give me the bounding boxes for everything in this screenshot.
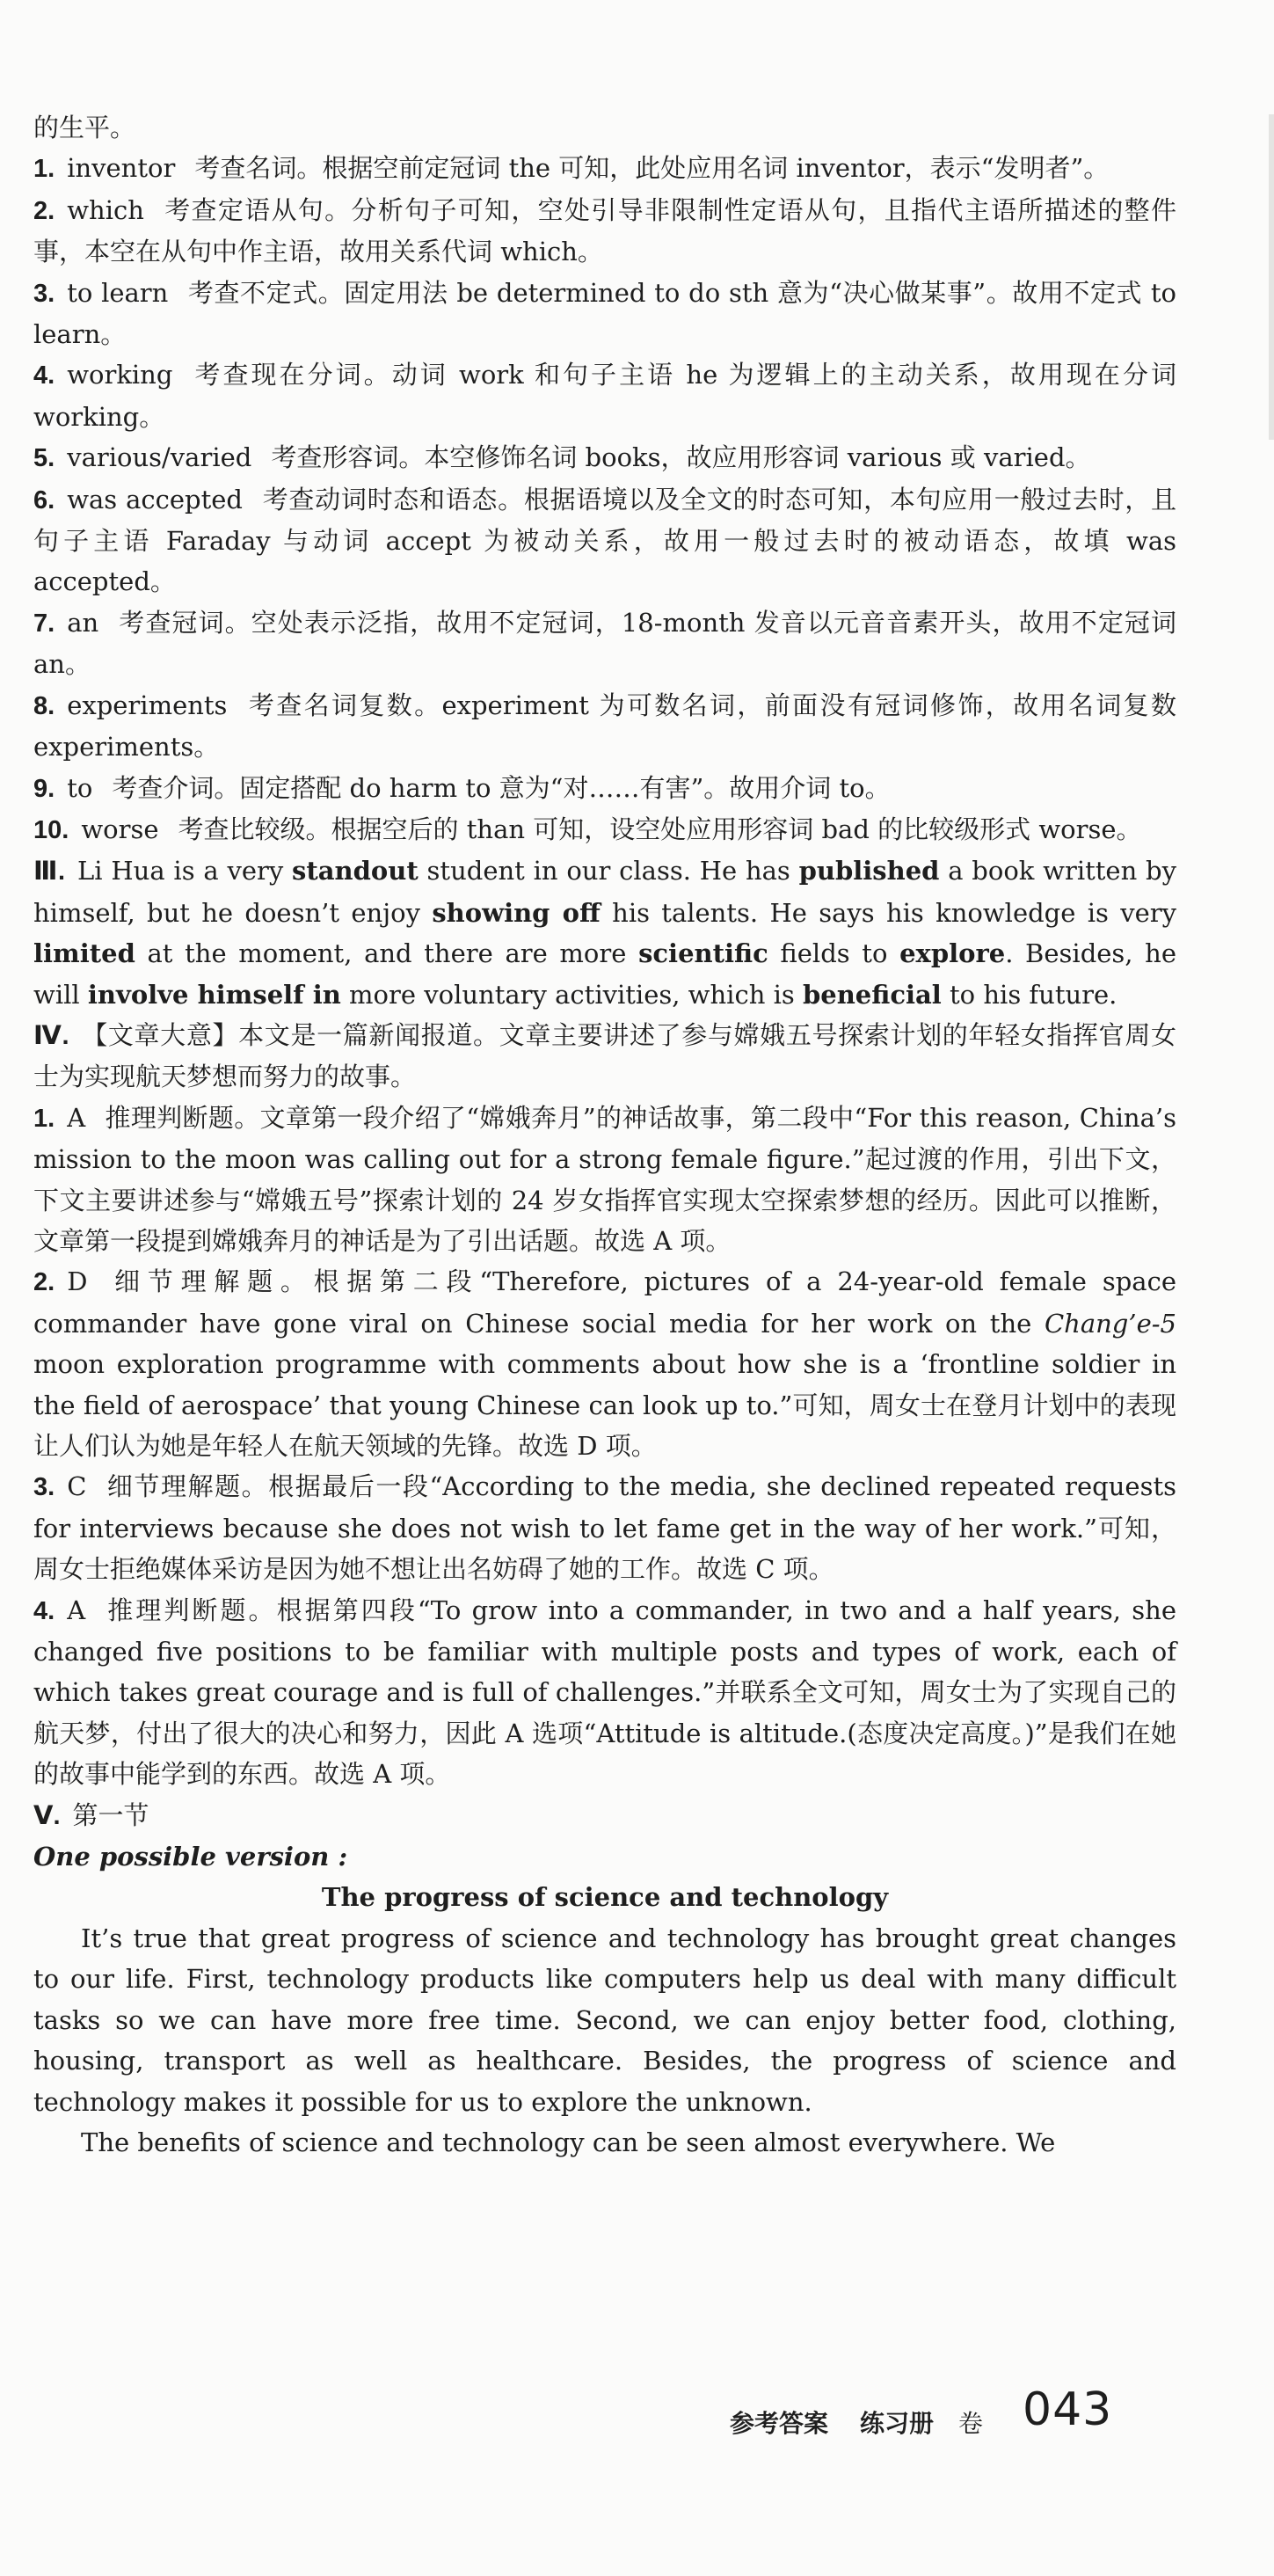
footer-label-answers: 参考答案 (730, 2409, 829, 2438)
page-footer (730, 2383, 1169, 2445)
page-number: 043 (1023, 2383, 1113, 2436)
answer-item: 5. various/varied 考查形容词。本空修饰名词 books，故应用形容词 various 或 varied。 (33, 442, 1091, 473)
reading-answer-item: 4. A 推理判断题。根据第四段“To grow into a commander, in two and a half years, she changed five positions to be familiar with multiple posts and types of work, each of which takes great courage and is full of challenges.”并联系全文可知，周女士为了实现自己的航天梦，付出了很大的决心和努力，因此 A 选项“Attitude is altitude.(态度决定高度。)”是我们在她的故事中能学到的东西。故选 A 项。 (33, 1594, 1176, 1790)
answer-item: 2. which 考查定语从句。分析句子可知，空处引导非限制性定语从句，且指代主语所描述的整件事，本空在从句中作主语，故用关系代词 which。 (33, 194, 1176, 267)
section-5-heading: Ⅴ. 第一节 (33, 1799, 149, 1830)
answer-item: 6. was accepted 考查动词时态和语态。根据语境以及全文的时态可知，本句应用一般过去时，且句子主语 Faraday 与动词 accept 为被动关系，故用一般过去时的被动语态，故填 was accepted。 (33, 484, 1176, 597)
essay-title: The progress of science and technology (321, 1882, 889, 1913)
page-edge (1269, 114, 1274, 440)
answer-item: 4. working 考查现在分词。动词 work 和句子主语 he 为逻辑上的主动关系，故用现在分词 working。 (33, 360, 1176, 432)
section-4-summary: Ⅳ. 【文章大意】本文是一篇新闻报道。文章主要讲述了参与嫦娥五号探索计划的年轻女指挥官周女士为实现航天梦想而努力的故事。 (33, 1019, 1176, 1092)
reading-answer-item: 2. D 细节理解题。根据第二段“Therefore, pictures of a 24-year-old female space commander have gone viral on Chinese social media for her work on the Chang’e-5 moon exploration programme with comments about how she is a ‘frontline soldier in the field of aerospace’ that young Chinese can look up to.”可知，周女士在登月计划中的表现让人们认为她是年轻人在航天领域的先锋。故选 D 项。 (33, 1266, 1176, 1461)
intro-line: 的生平。 (33, 113, 136, 142)
answer-item: 8. experiments 考查名词复数。experiment 为可数名词，前面没有冠词修饰，故用名词复数 experiments。 (33, 690, 1176, 763)
answer-page (33, 107, 1176, 2163)
version-label: One possible version : (33, 1842, 348, 1872)
reading-answer-item: 3. C 细节理解题。根据最后一段“According to the media, she declined repeated requests for interviews because she does not wish to let fame get in the way of her work.”可知，周女士拒绝媒体采访是因为她不想让出名妨碍了她的工作。故选 C 项。 (33, 1471, 1176, 1585)
answer-item: 10. worse 考查比较级。根据空后的 than 可知，设空处应用形容词 bad 的比较级形式 worse。 (33, 814, 1142, 844)
reading-answer-item: 1. A 推理判断题。文章第一段介绍了“嫦娥奔月”的神话故事，第二段中“For this reason, China’s mission to the moon was calling out for a strong female figure.”起过渡的作用，引出下文，下文主要讲述参与“嫦娥五号”探索计划的 24 岁女指挥官实现太空探索梦想的经历。因此可以推断，文章第一段提到嫦娥奔月的神话是为了引出话题。故选 A 项。 (33, 1102, 1176, 1256)
answer-item: 3. to learn 考查不定式。固定用法 be determined to do sth 意为“决心做某事”。故用不定式 to learn。 (33, 277, 1176, 350)
section-3-paragraph: Ⅲ. Li Hua is a very standout student in our class. He has published a book written by himself, but he doesn’t enjoy showing off his talents. He says his knowledge is very limited at the moment, and there are more scientific fields to explore. Besides, he will involve himself in more voluntary activities, which is beneficial to his future. (33, 856, 1177, 1010)
footer-label-volume: 卷 (958, 2409, 984, 2438)
essay-paragraph: It’s true that great progress of science and technology has brought great changes to our life. First, technology products like computers help us deal with many difficult tasks so we can have more free time. Second, we can enjoy better food, clothing, housing, transport as well as healthcare. Besides, the progress of science and technology makes it possible for us to explore the unknown. (33, 1923, 1176, 2117)
essay-paragraph: The benefits of science and technology can be seen almost everywhere. We (81, 2127, 1056, 2157)
footer-label-workbook: 练习册 (860, 2409, 935, 2438)
answer-item: 1. inventor 考查名词。根据空前定冠词 the 可知，此处应用名词 inventor，表示“发明者”。 (33, 153, 1110, 184)
answer-item: 7. an 考查冠词。空处表示泛指，故用不定冠词，18-month 发音以元音音素开头，故用不定冠词 an。 (33, 607, 1176, 680)
answer-item: 9. to 考查介词。固定搭配 do harm to 意为“对……有害”。故用介词 to。 (33, 772, 891, 803)
